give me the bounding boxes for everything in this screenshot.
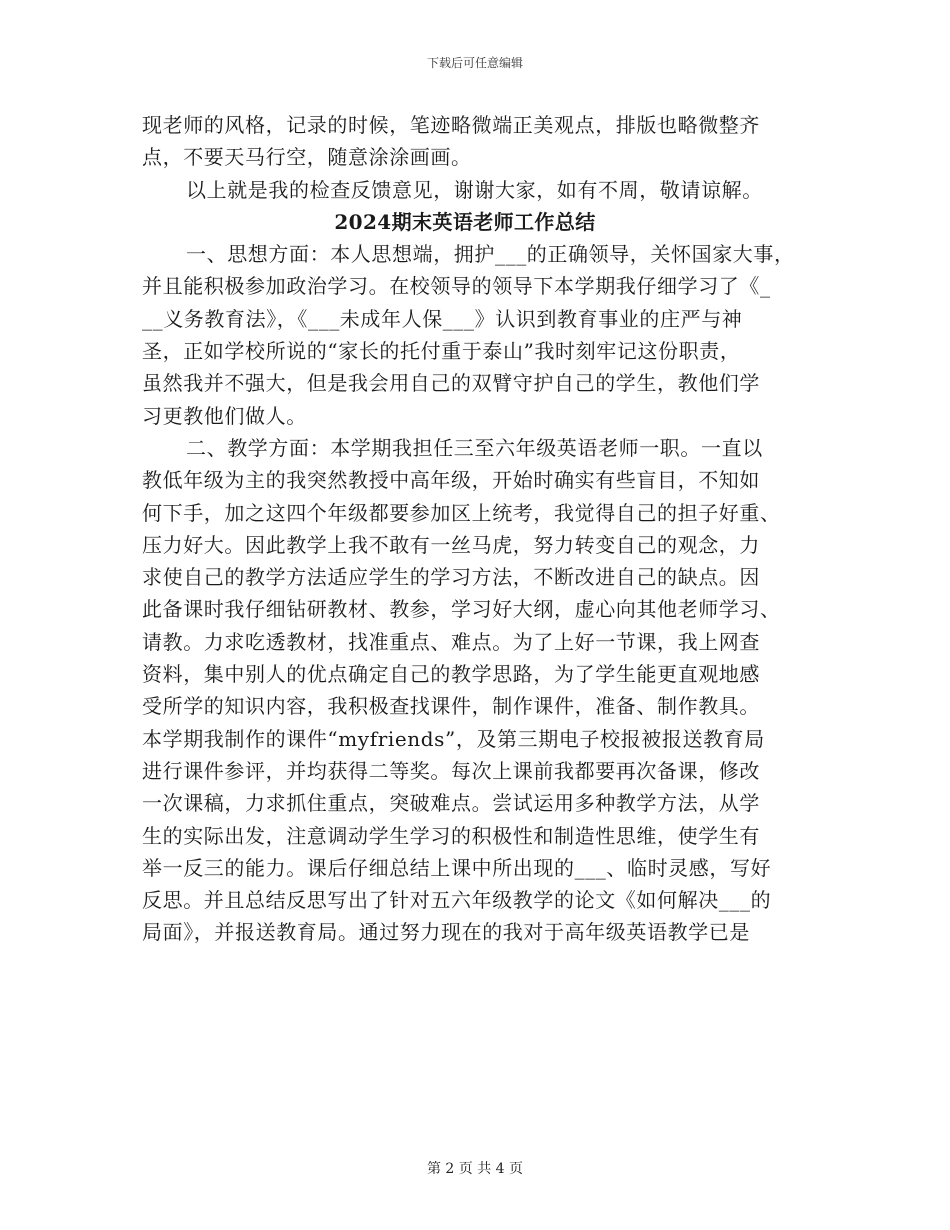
text-line: 点，不要天马行空，随意涂涂画画。 <box>142 145 472 170</box>
closing-paragraph <box>142 174 802 206</box>
header-note: 下载后可任意编辑 <box>426 56 523 70</box>
text-line: 进行课件参评，并均获得二等奖。每次上课前我都要再次备课，修改 <box>142 758 760 783</box>
text-line: 二、教学方面：本学期我担任三至六年级英语老师一职。一直以 <box>186 435 763 460</box>
text-line: 一、思想方面：本人思想端，拥护___的正确领导，关怀国家大事， <box>186 242 795 267</box>
page-number: 第 2 页 共 4 页 <box>426 1161 524 1177</box>
text-line: 资料，集中别人的优点确定自己的教学思路，为了学生能更直观地感 <box>142 662 760 687</box>
text-line: 请教。力求吃透教材，找准重点、难点。为了上好一节课，我上网查 <box>142 629 760 654</box>
text-line: 一次课稿，力求抓住重点，突破难点。尝试运用多种教学方法，从学 <box>142 791 760 816</box>
text-line: 习更教他们做人。 <box>142 403 307 428</box>
text-line: 求使自己的教学方法适应学生的学习方法，不断改进自己的缺点。因 <box>142 565 760 590</box>
text-line: 压力好大。因此教学上我不敢有一丝马虎，努力转变自己的观念，力 <box>142 532 760 557</box>
text-line: __义务教育法》，《___未成年人保___》认识到教育事业的庄严与神 <box>142 306 743 331</box>
text-line: 举一反三的能力。课后仔细总结上课中所出现的___、临时灵感，写好 <box>142 855 772 880</box>
text-line: 生的实际出发，注意调动学生学习的积极性和制造性思维，使学生有 <box>142 823 760 848</box>
text-line: 受所学的知识内容，我积极查找课件，制作课件，准备、制作教具。 <box>142 694 760 719</box>
section-thought-paragraph <box>142 238 802 432</box>
text-line: 圣，正如学校所说的“家长的托付重于泰山”我时刻牢记这份职责， <box>142 339 741 364</box>
text-line: 此备课时我仔细钻研教材、教参，学习好大纲，虚心向其他老师学习、 <box>142 597 781 622</box>
text-line: 以上就是我的检查反馈意见，谢谢大家，如有不周，敬请谅解。 <box>186 177 763 202</box>
text-line: 虽然我并不强大，但是我会用自己的双臂守护自己的学生，教他们学 <box>142 371 760 396</box>
text-line: 局面》，并报送教育局。通过努力现在的我对于高年级英语教学已是 <box>142 920 750 945</box>
text-line: 反思。并且总结反思写出了针对五六年级教学的论文《如何解决___的 <box>142 888 772 913</box>
section-teaching-paragraph <box>142 432 802 949</box>
text-line: 何下手，加之这四个年级都要参加区上统考，我觉得自己的担子好重、 <box>142 500 781 525</box>
text-line: 本学期我制作的课件“myfriends”，及第三期电子校报被报送教育局 <box>142 726 765 751</box>
text-line: 现老师的风格，记录的时候，笔迹略微端正美观点，排版也略微整齐 <box>142 113 760 137</box>
document-body <box>142 109 802 949</box>
intro-paragraph <box>142 109 802 174</box>
text-line: 并且能积极参加政治学习。在校领导的领导下本学期我仔细学习了《_ <box>142 274 771 299</box>
document-title: 2024期末英语老师工作总结 <box>334 209 596 234</box>
text-line: 教低年级为主的我突然教授中高年级，开始时确实有些盲目，不知如 <box>142 468 760 493</box>
